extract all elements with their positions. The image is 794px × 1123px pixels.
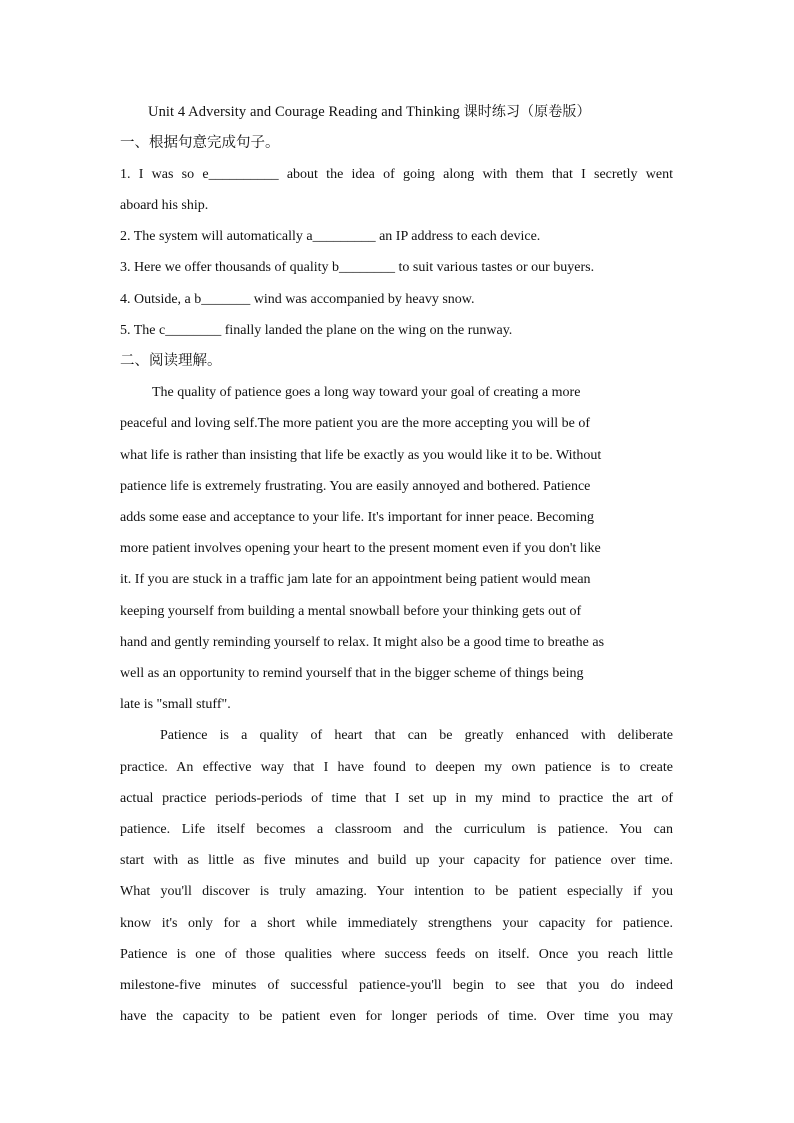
question-line: 4. Outside, a b_______ wind was accompanied by heavy snow.: [120, 292, 475, 307]
paragraph-line: start with as little as five minutes and build up your capacity for patience over time.: [120, 853, 673, 868]
title-english: Unit 4 Adversity and Courage Reading and Thinking: [148, 104, 460, 120]
paragraph-line: Patience is one of those qualities where success feeds on itself. Once you reach little: [120, 947, 673, 962]
paragraph-line: actual practice periods-periods of time that I set up in my mind to practice the art of: [120, 791, 673, 806]
paragraph-line: What you'll discover is truly amazing. Your intention to be patient especially if you: [120, 884, 673, 899]
paragraph-line: know it's only for a short while immediately strengthens your capacity for patience.: [120, 916, 673, 931]
question-line: 1. I was so e__________ about the idea of going along with them that I secretly went: [120, 167, 673, 182]
section-heading-reading: 二、阅读理解。: [120, 353, 222, 369]
paragraph-line: practice. An effective way that I have found to deepen my own patience is to create: [120, 760, 673, 775]
paragraph-line: milestone-five minutes of successful patience-you'll begin to see that you do indeed: [120, 978, 673, 993]
paragraph-line: The quality of patience goes a long way toward your goal of creating a more: [152, 385, 581, 400]
page-title: [148, 101, 591, 123]
paragraph-line: keeping yourself from building a mental snowball before your thinking gets out of: [120, 604, 582, 619]
question-line: 3. Here we offer thousands of quality b________ to suit various tastes or our buyers.: [120, 260, 595, 275]
question-line: 5. The c________ finally landed the plane on the wing on the runway.: [120, 323, 513, 338]
paragraph-line: more patient involves opening your heart to the present moment even if you don't like: [120, 541, 601, 556]
title-chinese: 课时练习（原卷版）: [463, 104, 591, 120]
question-line: aboard his ship.: [120, 198, 209, 213]
paragraph-line: hand and gently reminding yourself to relax. It might also be a good time to breathe as: [120, 635, 605, 650]
paragraph-line: patience. Life itself becomes a classroom and the curriculum is patience. You can: [120, 822, 673, 837]
paragraph-line: peaceful and loving self.The more patient you are the more accepting you will be of: [120, 416, 590, 431]
paragraph-line: well as an opportunity to remind yourself that in the bigger scheme of things being: [120, 666, 584, 681]
paragraph-line: patience life is extremely frustrating. You are easily annoyed and bothered. Patience: [120, 479, 591, 494]
section-heading-fill-in: 一、根据句意完成句子。: [120, 135, 280, 151]
paragraph-line: Patience is a quality of heart that can be greatly enhanced with deliberate: [160, 728, 673, 743]
question-line: 2. The system will automatically a_________ an IP address to each device.: [120, 229, 541, 244]
paragraph-line: adds some ease and acceptance to your life. It's important for inner peace. Becoming: [120, 510, 595, 525]
paragraph-line: what life is rather than insisting that life be exactly as you would like it to be. Without: [120, 448, 602, 463]
paragraph-line: have the capacity to be patient even for longer periods of time. Over time you may: [120, 1009, 673, 1024]
paragraph-line: it. If you are stuck in a traffic jam late for an appointment being patient would mean: [120, 572, 591, 587]
paragraph-line: late is "small stuff".: [120, 697, 231, 712]
